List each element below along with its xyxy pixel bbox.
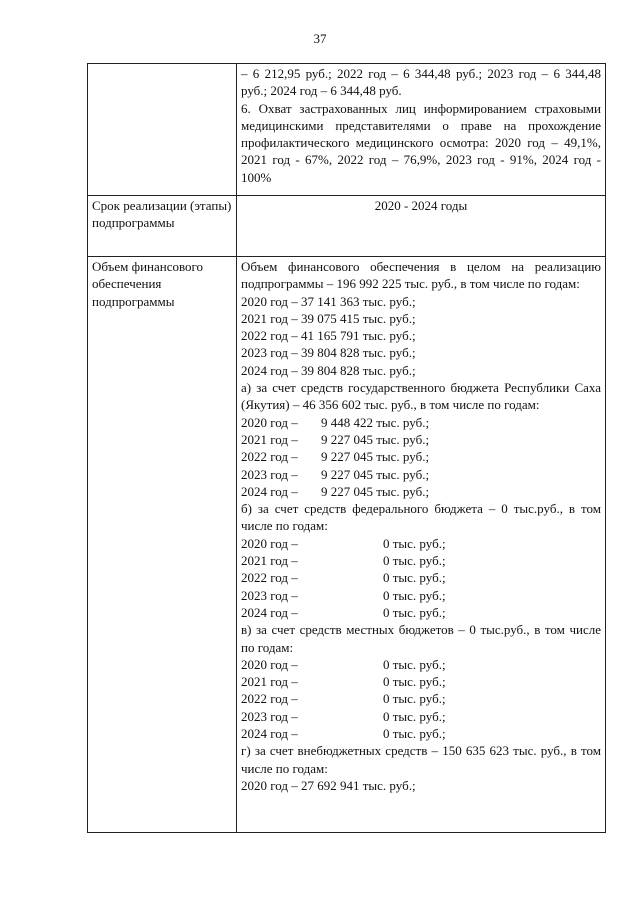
section-a-heading: а) за счет средств государственного бюджета Республики Саха (Якутия) – 46 356 602 тыс. руб., в том числе по годам:: [241, 380, 601, 413]
total-year-line: 2023 год – 39 804 828 тыс. руб.;: [241, 345, 416, 361]
section-a-year-line: 2024 год – 9 227 045 тыс. руб.;: [241, 483, 430, 499]
section-a-year-line: 2020 год – 9 448 422 тыс. руб.;: [241, 414, 430, 430]
total-year-line: 2024 год – 39 804 828 тыс. руб.;: [241, 362, 416, 378]
section-c-year-line: 2020 год – 0 тыс. руб.;: [241, 656, 446, 672]
section-b-year-line: 2023 год – 0 тыс. руб.;: [241, 587, 446, 603]
section-c-heading: в) за счет средств местных бюджетов – 0 тыс.руб., в том числе по годам:: [241, 622, 601, 655]
section-a-year-line: 2021 год – 9 227 045 тыс. руб.;: [241, 431, 430, 447]
cost-continuation: – 6 212,95 руб.; 2022 год – 6 344,48 руб.; 2023 год – 6 344,48 руб.; 2024 год – 6 344,48 руб.: [241, 66, 601, 99]
page-number: 37: [313, 31, 327, 46]
row-label: [88, 64, 237, 196]
row-label: Срок реализации (этапы) подпрограммы: [88, 196, 237, 257]
section-b-heading: б) за счет средств федерального бюджета – 0 тыс.руб., в том числе по годам:: [241, 501, 601, 534]
row-value: [237, 64, 606, 196]
total-year-line: 2022 год – 41 165 791 тыс. руб.;: [241, 328, 416, 344]
section-a-year-line: 2022 год – 9 227 045 тыс. руб.;: [241, 449, 430, 465]
section-c-year-line: 2021 год – 0 тыс. руб.;: [241, 674, 446, 690]
table-row: [88, 64, 606, 196]
section-d-year-line: 2020 год – 27 692 941 тыс. руб.;: [241, 777, 416, 793]
implementation-period: 2020 - 2024 годы: [237, 196, 606, 257]
section-b-year-line: 2020 год – 0 тыс. руб.;: [241, 535, 446, 551]
financing-details: [237, 257, 606, 833]
total-year-line: 2021 год – 39 075 415 тыс. руб.;: [241, 310, 416, 326]
financing-intro: Объем финансового обеспечения в целом на реализацию подпрограммы – 196 992 225 тыс. руб., в том числе по годам:: [241, 259, 601, 292]
section-b-year-line: 2022 год – 0 тыс. руб.;: [241, 570, 446, 586]
total-year-line: 2020 год – 37 141 363 тыс. руб.;: [241, 293, 416, 309]
table-row: [88, 257, 606, 833]
row-label: Объем финансового обеспечения подпрограммы: [88, 257, 237, 833]
section-a-year-line: 2023 год – 9 227 045 тыс. руб.;: [241, 466, 430, 482]
section-c-year-line: 2024 год – 0 тыс. руб.;: [241, 726, 446, 742]
passport-table: [87, 63, 606, 833]
indicator-6: 6. Охват застрахованных лиц информированием страховыми медицинскими представителями о праве на прохождение профилактического медицинского осмотра: 2020 год – 49,1%, 2021 год - 67%, 2022 год – 76,9%, 2023 год - 91%, 2024 год - 100%: [241, 100, 601, 185]
section-c-year-line: 2023 год – 0 тыс. руб.;: [241, 708, 446, 724]
section-b-year-line: 2024 год – 0 тыс. руб.;: [241, 604, 446, 620]
section-c-year-line: 2022 год – 0 тыс. руб.;: [241, 691, 446, 707]
table-row: [88, 196, 606, 257]
section-d-heading: г) за счет внебюджетных средств – 150 635 623 тыс. руб., в том числе по годам:: [241, 743, 601, 776]
section-b-year-line: 2021 год – 0 тыс. руб.;: [241, 553, 446, 569]
